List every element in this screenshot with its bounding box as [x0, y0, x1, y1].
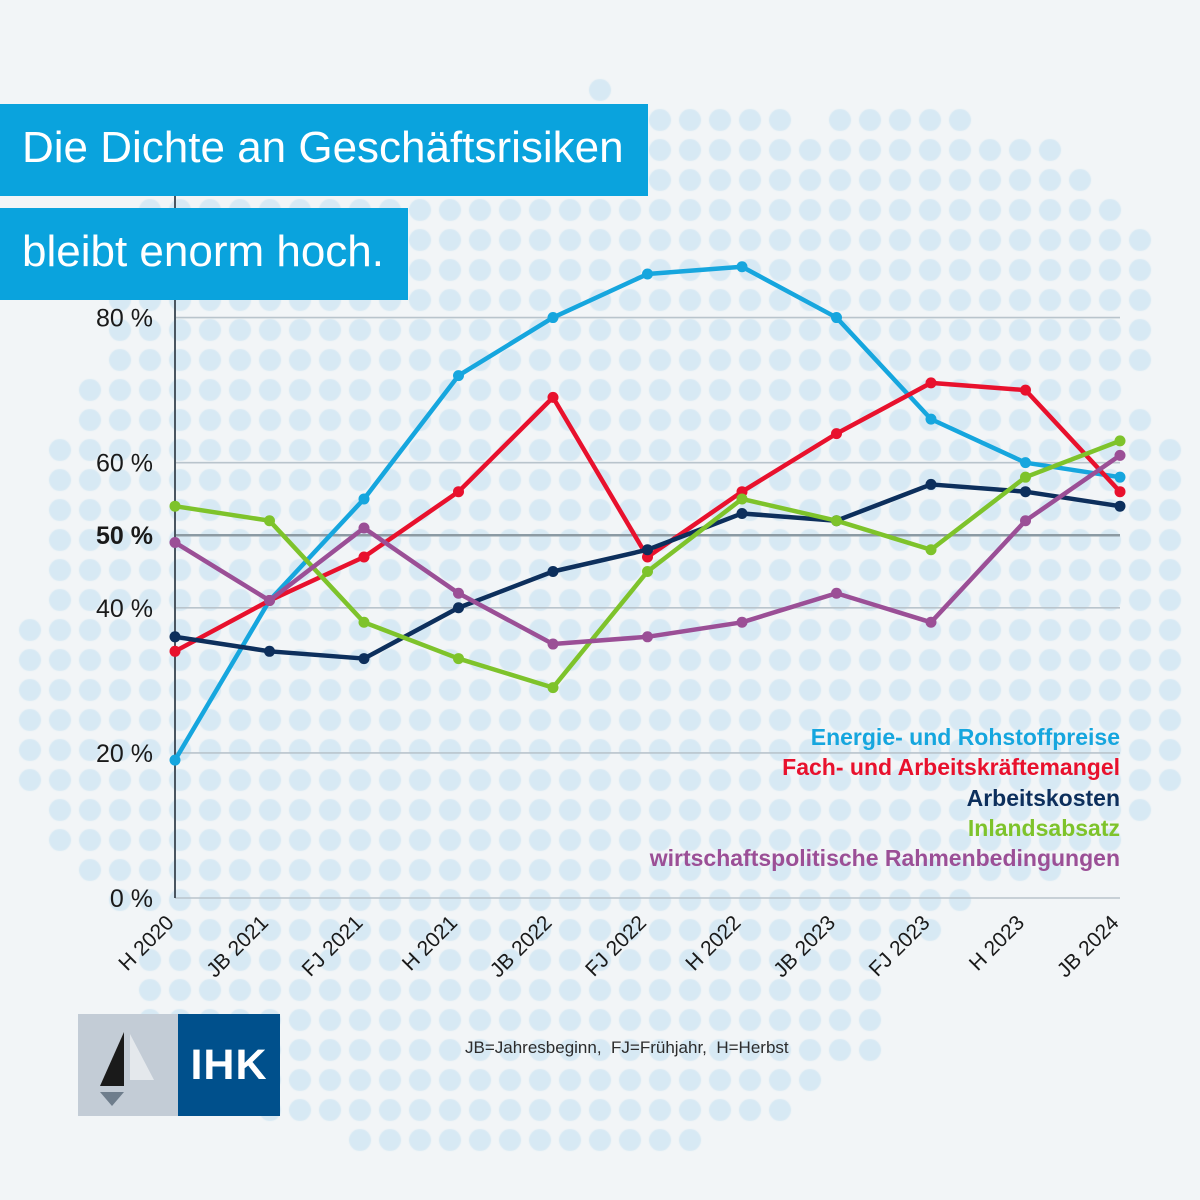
- x-axis-label-6: H 2022: [681, 911, 746, 976]
- series-point-3-5: [642, 566, 653, 577]
- series-point-4-7: [831, 588, 842, 599]
- x-axis-label-7: JB 2023: [769, 911, 841, 983]
- x-axis-label-4: JB 2022: [485, 911, 557, 983]
- series-point-2-0: [170, 631, 181, 642]
- x-axis-label-10: JB 2024: [1052, 911, 1124, 983]
- series-point-3-4: [548, 682, 559, 693]
- x-axis-label-8: FJ 2023: [864, 911, 935, 982]
- series-point-1-8: [926, 377, 937, 388]
- series-point-4-2: [359, 522, 370, 533]
- series-point-0-4: [548, 312, 559, 323]
- series-point-0-10: [1115, 472, 1126, 483]
- series-point-4-8: [926, 617, 937, 628]
- series-point-1-0: [170, 646, 181, 657]
- series-point-3-1: [264, 515, 275, 526]
- page-title-line1-text: Die Dichte an Geschäftsrisiken: [0, 104, 648, 196]
- series-point-0-9: [1020, 457, 1031, 468]
- series-point-4-4: [548, 639, 559, 650]
- page-title-line1: [0, 104, 648, 196]
- series-point-0-2: [359, 493, 370, 504]
- legend-item-2: Arbeitskosten: [966, 784, 1120, 811]
- x-axis-label-3: H 2021: [397, 911, 463, 976]
- x-axis-label-2: FJ 2021: [297, 911, 368, 982]
- series-point-4-3: [453, 588, 464, 599]
- series-point-0-5: [642, 269, 653, 280]
- series-point-2-1: [264, 646, 275, 657]
- series-point-4-10: [1115, 450, 1126, 461]
- series-point-3-9: [1020, 472, 1031, 483]
- series-point-2-3: [453, 602, 464, 613]
- series-point-2-6: [737, 508, 748, 519]
- series-point-2-10: [1115, 501, 1126, 512]
- series-point-3-7: [831, 515, 842, 526]
- series-point-0-3: [453, 370, 464, 381]
- series-point-1-4: [548, 392, 559, 403]
- logo-triangle-icon: [78, 1014, 178, 1116]
- series-point-4-9: [1020, 515, 1031, 526]
- series-point-1-10: [1115, 486, 1126, 497]
- series-point-0-7: [831, 312, 842, 323]
- y-axis-label-80: 80 %: [96, 304, 153, 333]
- series-point-3-0: [170, 501, 181, 512]
- y-axis-label-60: 60 %: [96, 449, 153, 478]
- y-axis-label-0: 0 %: [109, 885, 153, 913]
- legend-item-1: Fach- und Arbeitskräftemangel: [782, 754, 1120, 781]
- series-point-4-5: [642, 631, 653, 642]
- series-point-4-0: [170, 537, 181, 548]
- y-axis-label-20: 20 %: [96, 739, 153, 768]
- series-point-3-2: [359, 617, 370, 628]
- x-axis-label-5: FJ 2022: [581, 911, 652, 982]
- series-point-2-5: [642, 544, 653, 555]
- legend-item-3: Inlandsabsatz: [967, 815, 1120, 842]
- logo-mark-icon: [78, 1014, 178, 1116]
- series-point-2-9: [1020, 486, 1031, 497]
- ihk-logo: [78, 1014, 280, 1116]
- series-point-4-6: [737, 617, 748, 628]
- legend-item-0: Energie- und Rohstoffpreise: [810, 724, 1120, 750]
- series-point-3-8: [926, 544, 937, 555]
- series-line-1: [175, 383, 1120, 651]
- series-point-3-10: [1115, 435, 1126, 446]
- x-axis-label-1: JB 2021: [202, 911, 274, 983]
- series-point-0-6: [737, 261, 748, 272]
- series-point-2-4: [548, 566, 559, 577]
- page-title-line2: [0, 208, 408, 300]
- y-axis-label-50: 50 %: [96, 522, 153, 551]
- series-point-1-7: [831, 428, 842, 439]
- series-point-0-8: [926, 414, 937, 425]
- series-point-3-3: [453, 653, 464, 664]
- series-point-1-2: [359, 551, 370, 562]
- series-point-0-0: [170, 755, 181, 766]
- legend-item-4: wirtschaftspolitische Rahmenbedingungen: [649, 845, 1120, 872]
- chart-legend: [650, 722, 1120, 874]
- series-point-1-3: [453, 486, 464, 497]
- footnote-abbreviations: JB=Jahresbeginn, FJ=Frühjahr, H=Herbst: [465, 1038, 789, 1057]
- y-axis-label-40: 40 %: [96, 594, 153, 623]
- logo-text: IHK: [178, 1014, 280, 1116]
- series-point-3-6: [737, 493, 748, 504]
- series-point-2-8: [926, 479, 937, 490]
- series-point-4-1: [264, 595, 275, 606]
- x-axis-label-9: H 2023: [964, 911, 1030, 976]
- series-point-1-9: [1020, 385, 1031, 396]
- page-title-line2-text: bleibt enorm hoch.: [0, 208, 408, 300]
- x-axis-label-0: H 2020: [114, 911, 179, 976]
- series-point-2-2: [359, 653, 370, 664]
